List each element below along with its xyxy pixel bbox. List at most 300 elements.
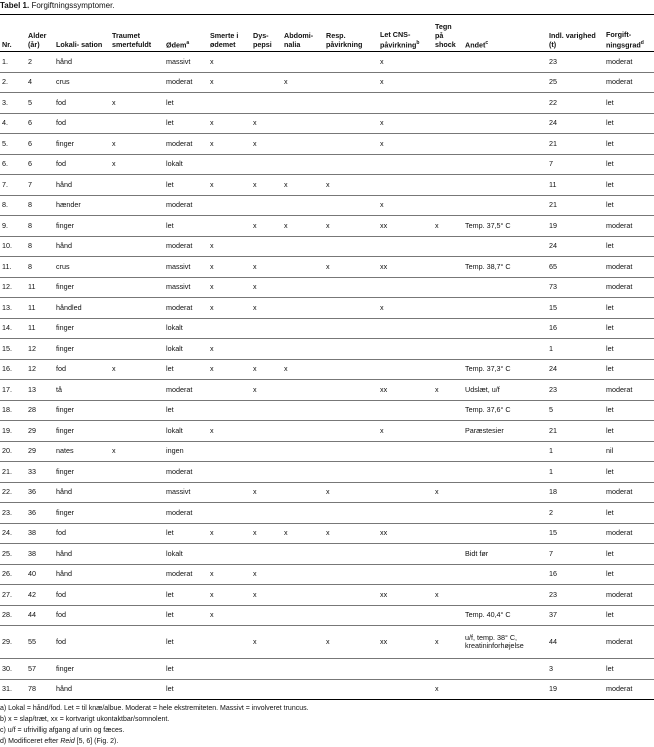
- table-cell: [463, 154, 547, 175]
- table-cell: moderat: [604, 523, 654, 544]
- column-header-label: Let CNS- påvirkning: [380, 29, 417, 49]
- table-cell: [433, 93, 463, 114]
- table-cell: [324, 298, 378, 319]
- table-cell: [282, 318, 324, 339]
- table-cell: [324, 93, 378, 114]
- table-cell: hånd: [54, 175, 110, 196]
- column-header: [433, 15, 463, 52]
- table-cell: [282, 462, 324, 483]
- table-cell: [378, 503, 433, 524]
- table-cell: [433, 257, 463, 278]
- table-cell: [110, 318, 164, 339]
- column-header: [324, 15, 378, 52]
- table-cell: [110, 216, 164, 237]
- table-cell: [463, 175, 547, 196]
- table-cell: [208, 318, 251, 339]
- table-cell: x: [208, 236, 251, 257]
- table-cell: 78: [26, 679, 54, 700]
- table-cell: x: [433, 626, 463, 659]
- table-cell: [463, 298, 547, 319]
- table-cell: 19: [547, 679, 604, 700]
- table-cell: let: [604, 113, 654, 134]
- table-row: [0, 482, 654, 503]
- table-cell: 7.: [0, 175, 26, 196]
- table-cell: 23.: [0, 503, 26, 524]
- table-cell: 1: [547, 462, 604, 483]
- table-cell: finger: [54, 659, 110, 680]
- table-cell: [378, 339, 433, 360]
- table-cell: 22: [547, 93, 604, 114]
- table-cell: x: [208, 134, 251, 155]
- table-cell: 36: [26, 503, 54, 524]
- table-cell: let: [164, 605, 208, 626]
- table-cell: [433, 134, 463, 155]
- table-cell: 55: [26, 626, 54, 659]
- table-cell: 25: [547, 72, 604, 93]
- table-cell: finger: [54, 134, 110, 155]
- column-header: [164, 15, 208, 52]
- table-cell: [282, 154, 324, 175]
- table-cell: nates: [54, 441, 110, 462]
- table-row: [0, 359, 654, 380]
- table-cell: moderat: [164, 503, 208, 524]
- table-cell: x: [378, 421, 433, 442]
- table-cell: x: [433, 380, 463, 401]
- table-cell: x: [378, 52, 433, 73]
- table-cell: 44: [26, 605, 54, 626]
- table-cell: [324, 134, 378, 155]
- table-cell: x: [433, 585, 463, 606]
- table-cell: [110, 236, 164, 257]
- table-cell: 33: [26, 462, 54, 483]
- table-cell: [463, 503, 547, 524]
- table-cell: 17.: [0, 380, 26, 401]
- footnote-c: c) u/f = ufrivillig afgang af urin og fæces.: [0, 727, 125, 734]
- table-cell: x: [251, 277, 282, 298]
- table-cell: 7: [547, 154, 604, 175]
- table-cell: [110, 52, 164, 73]
- table-cell: finger: [54, 318, 110, 339]
- table-cell: [433, 52, 463, 73]
- table-cell: moderat: [604, 482, 654, 503]
- table-row: [0, 93, 654, 114]
- table-cell: let: [164, 113, 208, 134]
- column-header-label: Indl. varighed (t): [549, 31, 596, 49]
- column-header-label: Andet: [465, 40, 486, 49]
- table-cell: 1: [547, 339, 604, 360]
- table-cell: let: [604, 503, 654, 524]
- table-cell: [324, 236, 378, 257]
- table-cell: x: [378, 134, 433, 155]
- table-cell: 21: [547, 195, 604, 216]
- table-cell: [378, 659, 433, 680]
- table-cell: x: [251, 134, 282, 155]
- table-cell: [433, 339, 463, 360]
- table-cell: [110, 503, 164, 524]
- table-cell: [208, 462, 251, 483]
- table-cell: [110, 400, 164, 421]
- table-cell: fod: [54, 113, 110, 134]
- table-cell: 23: [547, 52, 604, 73]
- table-cell: [110, 257, 164, 278]
- footnote-a: a) Lokal = hånd/fod. Let = til knæ/albue. Moderat = hele ekstremiteten. Massivt = involveret truncus.: [0, 705, 309, 712]
- table-cell: [282, 421, 324, 442]
- table-cell: nil: [604, 441, 654, 462]
- table-cell: x: [208, 523, 251, 544]
- table-cell: [463, 72, 547, 93]
- table-cell: [282, 564, 324, 585]
- table-cell: massivt: [164, 257, 208, 278]
- table-cell: [110, 605, 164, 626]
- table-row: [0, 626, 654, 659]
- table-cell: [433, 318, 463, 339]
- table-cell: 8: [26, 195, 54, 216]
- table-cell: [433, 113, 463, 134]
- table-cell: let: [604, 400, 654, 421]
- table-cell: [463, 441, 547, 462]
- table-cell: lokalt: [164, 339, 208, 360]
- table-cell: crus: [54, 72, 110, 93]
- table-cell: moderat: [164, 195, 208, 216]
- table-cell: [208, 679, 251, 700]
- table-cell: 1: [547, 441, 604, 462]
- table-cell: håndled: [54, 298, 110, 319]
- table-cell: x: [378, 113, 433, 134]
- table-cell: 5.: [0, 134, 26, 155]
- table-cell: 18: [547, 482, 604, 503]
- table-cell: [251, 318, 282, 339]
- column-header-label: Traumet smertefuldt: [112, 31, 152, 49]
- column-header-label: Tegn på shock: [435, 22, 456, 49]
- table-cell: [208, 154, 251, 175]
- table-cell: 6: [26, 154, 54, 175]
- table-row: [0, 298, 654, 319]
- table-cell: [378, 236, 433, 257]
- table-cell: [378, 679, 433, 700]
- table-cell: moderat: [164, 134, 208, 155]
- table-cell: x: [282, 216, 324, 237]
- table-cell: [282, 400, 324, 421]
- table-cell: x: [251, 523, 282, 544]
- table-cell: 1.: [0, 52, 26, 73]
- table-cell: moderat: [604, 585, 654, 606]
- table-cell: 8.: [0, 195, 26, 216]
- table-cell: 8: [26, 216, 54, 237]
- table-cell: let: [164, 585, 208, 606]
- table-cell: 38: [26, 544, 54, 565]
- table-cell: 15.: [0, 339, 26, 360]
- table-cell: Temp. 37,3° C: [463, 359, 547, 380]
- footnote-marker: d: [640, 39, 644, 46]
- table-cell: Temp. 37,6° C: [463, 400, 547, 421]
- table-cell: hånd: [54, 544, 110, 565]
- table-cell: [463, 52, 547, 73]
- table-cell: x: [282, 175, 324, 196]
- table-cell: fod: [54, 626, 110, 659]
- table-cell: let: [164, 659, 208, 680]
- column-header: [604, 15, 654, 52]
- column-header-label: Alder (år): [28, 31, 47, 49]
- table-cell: 25.: [0, 544, 26, 565]
- table-cell: let: [604, 339, 654, 360]
- table-cell: 36: [26, 482, 54, 503]
- table-cell: Temp. 37,5° C: [463, 216, 547, 237]
- table-cell: x: [208, 298, 251, 319]
- table-cell: x: [110, 441, 164, 462]
- column-header-label: Lokali- sation: [56, 40, 103, 49]
- table-cell: tå: [54, 380, 110, 401]
- table-cell: xx: [378, 216, 433, 237]
- table-cell: let: [604, 659, 654, 680]
- table-cell: [110, 298, 164, 319]
- column-header-label: Forgift- ningsgrad: [606, 29, 641, 49]
- table-cell: [433, 298, 463, 319]
- table-cell: crus: [54, 257, 110, 278]
- table-cell: x: [324, 216, 378, 237]
- table-cell: [282, 93, 324, 114]
- table-cell: x: [251, 257, 282, 278]
- table-cell: x: [324, 626, 378, 659]
- table-cell: [463, 318, 547, 339]
- table-cell: x: [208, 72, 251, 93]
- table-cell: [282, 339, 324, 360]
- table-cell: [324, 52, 378, 73]
- table-cell: let: [604, 421, 654, 442]
- table-cell: [110, 421, 164, 442]
- table-cell: [110, 482, 164, 503]
- footnote-marker: b: [416, 39, 420, 46]
- table-cell: moderat: [164, 462, 208, 483]
- table-row: [0, 216, 654, 237]
- table-cell: 28.: [0, 605, 26, 626]
- table-cell: 38: [26, 523, 54, 544]
- table-cell: [463, 462, 547, 483]
- table-cell: xx: [378, 585, 433, 606]
- table-cell: finger: [54, 216, 110, 237]
- table-cell: let: [164, 679, 208, 700]
- table-cell: [463, 236, 547, 257]
- table-cell: 2.: [0, 72, 26, 93]
- table-cell: 14.: [0, 318, 26, 339]
- table-cell: [251, 400, 282, 421]
- footnote-b: b) x = slap/træt, xx = kortvarigt ukontaktbar/somnolent.: [0, 716, 170, 723]
- table-cell: x: [208, 113, 251, 134]
- table-cell: moderat: [164, 564, 208, 585]
- table-cell: x: [251, 113, 282, 134]
- table-cell: finger: [54, 421, 110, 442]
- footnote-d: [0, 736, 309, 747]
- table-cell: [324, 72, 378, 93]
- table-cell: [463, 564, 547, 585]
- table-cell: Temp. 38,7° C: [463, 257, 547, 278]
- table-cell: [463, 195, 547, 216]
- table-cell: [110, 72, 164, 93]
- table-cell: [324, 380, 378, 401]
- table-cell: x: [282, 72, 324, 93]
- table-cell: [251, 503, 282, 524]
- table-cell: [378, 605, 433, 626]
- table-cell: [251, 605, 282, 626]
- table-cell: lokalt: [164, 544, 208, 565]
- table-cell: [324, 605, 378, 626]
- table-cell: 22.: [0, 482, 26, 503]
- table-cell: finger: [54, 339, 110, 360]
- table-row: [0, 585, 654, 606]
- table-cell: massivt: [164, 277, 208, 298]
- table-row: [0, 421, 654, 442]
- table-cell: 11: [26, 318, 54, 339]
- table-cell: [282, 626, 324, 659]
- table-cell: 24: [547, 236, 604, 257]
- table-cell: x: [282, 523, 324, 544]
- table-row: [0, 277, 654, 298]
- table-cell: [110, 113, 164, 134]
- table-cell: moderat: [164, 236, 208, 257]
- table-row: [0, 72, 654, 93]
- table-cell: [251, 544, 282, 565]
- table-cell: [433, 659, 463, 680]
- table-cell: [324, 441, 378, 462]
- table-cell: [110, 380, 164, 401]
- table-caption-text: Forgiftningssymptomer.: [31, 1, 115, 10]
- table-cell: [208, 544, 251, 565]
- table-cell: 2: [547, 503, 604, 524]
- table-cell: x: [324, 523, 378, 544]
- table-cell: 15: [547, 523, 604, 544]
- table-cell: moderat: [604, 72, 654, 93]
- table-cell: let: [604, 195, 654, 216]
- table-cell: fod: [54, 93, 110, 114]
- table-cell: [282, 503, 324, 524]
- table-row: [0, 400, 654, 421]
- table-cell: x: [282, 359, 324, 380]
- table-cell: 57: [26, 659, 54, 680]
- table-cell: x: [378, 298, 433, 319]
- table-cell: 21: [547, 421, 604, 442]
- table-cell: x: [433, 482, 463, 503]
- table-row: [0, 462, 654, 483]
- table-cell: let: [604, 154, 654, 175]
- table-cell: [324, 154, 378, 175]
- column-header: [208, 15, 251, 52]
- table-cell: x: [251, 216, 282, 237]
- table-cell: x: [251, 564, 282, 585]
- table-cell: [282, 482, 324, 503]
- table-cell: let: [604, 236, 654, 257]
- table-cell: [208, 93, 251, 114]
- table-cell: lokalt: [164, 421, 208, 442]
- table-cell: [378, 441, 433, 462]
- footnote-d-suffix: [5, 6] (Fig. 2).: [74, 738, 119, 745]
- table-cell: x: [208, 175, 251, 196]
- table-cell: x: [324, 175, 378, 196]
- table-cell: massivt: [164, 52, 208, 73]
- table-cell: Udslæt, u/f: [463, 380, 547, 401]
- table-cell: [433, 154, 463, 175]
- table-row: [0, 175, 654, 196]
- table-cell: 26.: [0, 564, 26, 585]
- table-cell: fod: [54, 154, 110, 175]
- table-cell: 11.: [0, 257, 26, 278]
- table-cell: 18.: [0, 400, 26, 421]
- table-cell: [324, 544, 378, 565]
- table-cell: [463, 134, 547, 155]
- table-header-row: [0, 15, 654, 52]
- table-cell: [378, 93, 433, 114]
- table-cell: x: [208, 359, 251, 380]
- table-cell: 19.: [0, 421, 26, 442]
- column-header: [463, 15, 547, 52]
- table-cell: x: [433, 216, 463, 237]
- table-row: [0, 503, 654, 524]
- table-cell: let: [164, 626, 208, 659]
- column-header-label: Resp. påvirkning: [326, 31, 363, 49]
- table-cell: x: [110, 93, 164, 114]
- column-header: [547, 15, 604, 52]
- table-cell: [110, 564, 164, 585]
- table-cell: [251, 93, 282, 114]
- table-row: [0, 605, 654, 626]
- table-cell: x: [378, 195, 433, 216]
- table-cell: [282, 257, 324, 278]
- table-cell: [282, 277, 324, 298]
- table-cell: xx: [378, 523, 433, 544]
- table-cell: [433, 523, 463, 544]
- table-cell: let: [164, 216, 208, 237]
- table-cell: [433, 175, 463, 196]
- table-cell: [282, 298, 324, 319]
- table-cell: 9.: [0, 216, 26, 237]
- table-row: [0, 195, 654, 216]
- table-cell: finger: [54, 400, 110, 421]
- table-cell: [378, 482, 433, 503]
- table-cell: let: [604, 318, 654, 339]
- table-cell: hånd: [54, 482, 110, 503]
- table-cell: let: [604, 298, 654, 319]
- table-cell: [282, 679, 324, 700]
- table-cell: let: [604, 544, 654, 565]
- table-cell: x: [208, 585, 251, 606]
- table-cell: [433, 544, 463, 565]
- table-cell: 4.: [0, 113, 26, 134]
- table-cell: 42: [26, 585, 54, 606]
- table-cell: x: [251, 175, 282, 196]
- table-cell: x: [433, 679, 463, 700]
- table-cell: 5: [547, 400, 604, 421]
- table-cell: let: [604, 605, 654, 626]
- table-cell: [463, 523, 547, 544]
- table-cell: let: [604, 175, 654, 196]
- table-cell: 11: [547, 175, 604, 196]
- column-header-label: Smerte i ødemet: [210, 31, 239, 49]
- table-cell: 8: [26, 257, 54, 278]
- table-cell: finger: [54, 462, 110, 483]
- column-header: [378, 15, 433, 52]
- table-cell: [208, 482, 251, 503]
- table-cell: [378, 175, 433, 196]
- table-cell: 6: [26, 134, 54, 155]
- table-cell: [208, 503, 251, 524]
- table-cell: 37: [547, 605, 604, 626]
- table-cell: [433, 400, 463, 421]
- table-cell: [433, 359, 463, 380]
- table-cell: [208, 195, 251, 216]
- table-cell: [208, 626, 251, 659]
- table-cell: x: [208, 605, 251, 626]
- table-cell: 12: [26, 359, 54, 380]
- table-cell: [324, 503, 378, 524]
- table-cell: x: [324, 257, 378, 278]
